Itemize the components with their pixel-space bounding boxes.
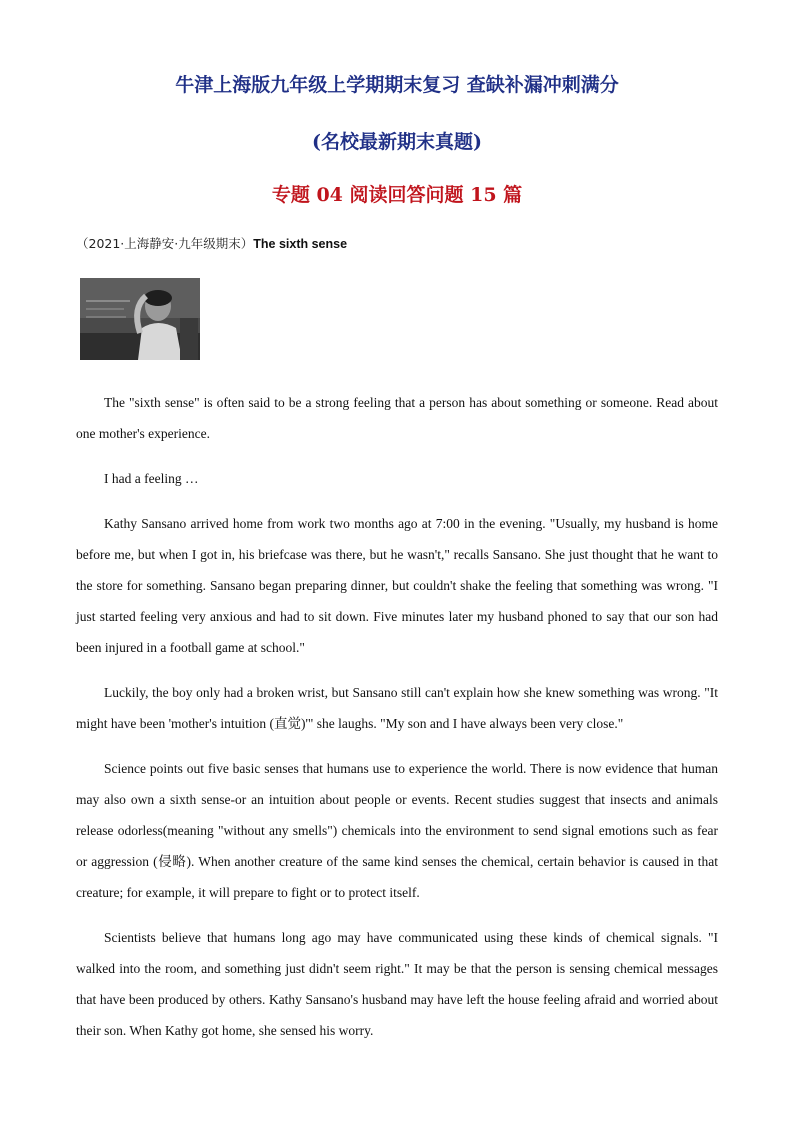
- passage-source: [76, 234, 347, 252]
- photo-illustration: [80, 278, 200, 360]
- passage-photo: [80, 278, 200, 360]
- document-title: 牛津上海版九年级上学期期末复习 查缺补漏冲刺满分: [175, 74, 619, 96]
- passage-title: The sixth sense: [253, 237, 348, 251]
- paragraph-6: Scientists believe that humans long ago may have communicated using these kinds of chemical signals. "I walked into the room, and something just didn't seem right." It may be that the person is sensing chemical messages that have been produced by others. Kathy Sansano's husband may have left the house feeling afraid and worried about their son. When Kathy got home, she sensed his worry.: [76, 930, 718, 1038]
- source-label: （2021·上海静安·九年级期末）: [76, 236, 254, 251]
- paragraph-4: Luckily, the boy only had a broken wrist, but Sansano still can't explain how she knew something was wrong. "It might have been 'mother's intuition (直觉)'" she laughs. "My son and I have always been very close.": [76, 685, 718, 731]
- document-subtitle: (名校最新期末真题): [312, 131, 482, 153]
- paragraph-1: The "sixth sense" is often said to be a strong feeling that a person has about something or someone. Read about one mother's experience.: [76, 395, 718, 441]
- paragraph-3: Kathy Sansano arrived home from work two months ago at 7:00 in the evening. "Usually, my husband is home before me, but when I got in, his briefcase was there, but he wasn't," recalls Sansano. She just thought that he want to the store for something. Sansano began preparing dinner, but couldn't shake the feeling that something was wrong. "I just started feeling very anxious and had to sit down. Five minutes later my husband phoned to say that our son had been injured in a football game at school.": [76, 516, 718, 655]
- topic-heading: 专题 04 阅读回答问题 15 篇: [271, 184, 523, 206]
- paragraph-2: I had a feeling …: [104, 471, 199, 486]
- paragraph-5: Science points out five basic senses that humans use to experience the world. There is now evidence that human may also own a sixth sense-or an intuition about people or events. Recent studies suggest that insects and animals release odorless(meaning "without any smells") chemicals into the environment to send signal emotions such as fear or aggression (侵略). When another creature of the same kind senses the chemical, certain behavior is caused in that creature; for example, it will prepare to fight or to protect itself.: [76, 761, 718, 900]
